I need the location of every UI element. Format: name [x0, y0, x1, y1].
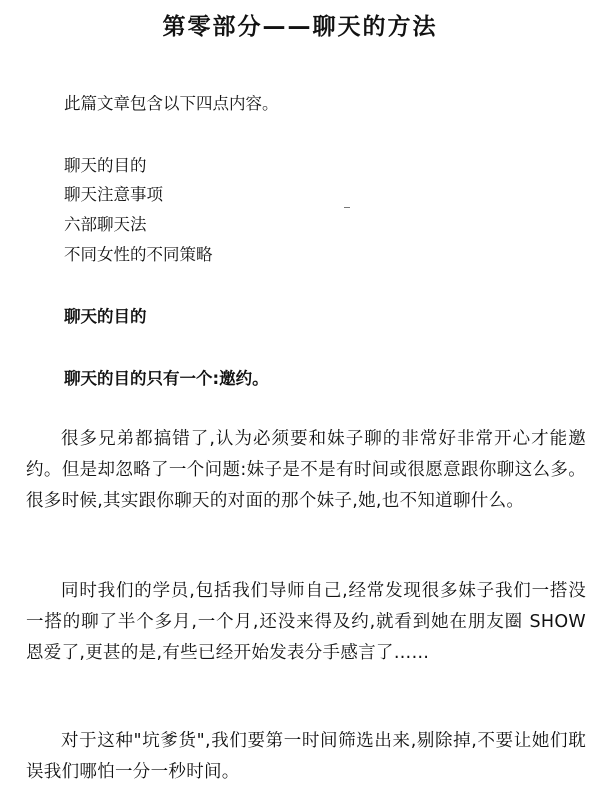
toc-item-1: 聊天的目的 — [64, 156, 147, 175]
paragraph-2-text: 同时我们的学员,包括我们导师自己,经常发现很多妹子我们一搭没一搭的聊了半个多月,一个月,还没来得及约,就看到她在朋友圈 SHOW 恩爱了,更甚的是,有些已经开始发表分手感言了…… — [26, 581, 586, 663]
key-point: 聊天的目的只有一个:邀约。 — [64, 369, 269, 388]
paragraph-1-text: 很多兄弟都搞错了,认为必须要和妹子聊的非常好非常开心才能邀约。但是却忽略了一个问题:妹子是不是有时间或很愿意跟你聊这么多。很多时候,其实跟你聊天的对面的那个妹子,她,也不知道聊什么。 — [26, 429, 586, 511]
section-heading: 聊天的目的 — [64, 307, 147, 326]
page-title: 第零部分——聊天的方法 — [162, 14, 438, 40]
toc-item-3: 六部聊天法 — [64, 215, 147, 234]
paragraph-3 — [26, 726, 586, 788]
paragraph-1 — [26, 424, 586, 517]
toc-item-4: 不同女性的不同策略 — [64, 245, 213, 264]
scan-speck — [344, 207, 350, 208]
paragraph-2 — [26, 576, 586, 669]
paragraph-3-text: 对于这种"坑爹货",我们要第一时间筛选出来,剔除掉,不要让她们耽误我们哪怕一分一秒时间。 — [26, 731, 586, 782]
toc-item-2: 聊天注意事项 — [64, 185, 163, 204]
intro-text: 此篇文章包含以下四点内容。 — [64, 94, 279, 113]
